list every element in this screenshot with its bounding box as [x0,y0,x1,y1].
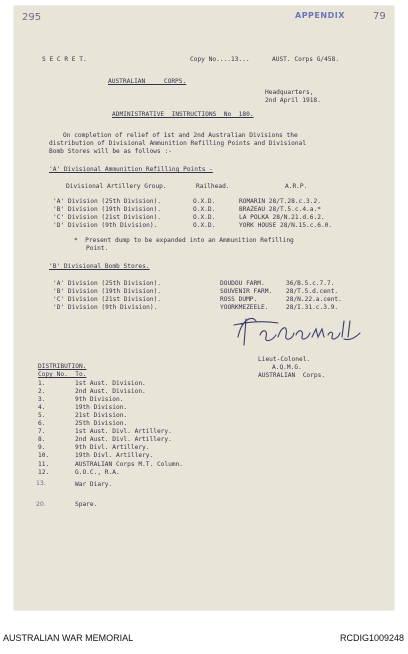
headquarters-line: Headquarters, [265,89,314,96]
column-header-group: Divisional Artillery Group. [66,183,167,190]
table-cell: 28/T.5.d.cent. [286,288,339,295]
section-a-heading: 'A' Divisional Ammunition Refilling Points - [49,166,213,173]
list-item-number: 1. [38,380,46,387]
table-cell: 'B' Division (19th Division). [53,206,162,213]
list-item: Spare. [75,501,98,508]
list-item-number: 2. [38,388,46,395]
list-item: 1st Aust. Divl. Artillery. [75,428,172,435]
document-date: 2nd April 1918. [265,97,321,104]
list-item-number: 4. [38,404,46,411]
footnote: Point. [86,245,109,252]
section-b-heading: 'B' Divisional Bomb Stores. [49,263,150,270]
intro-line: On completion of relief of 1st and 2nd Australian Divisions the [63,132,298,139]
list-item-number: 10. [38,452,50,459]
list-item: 19th Division. [75,404,128,411]
list-item-number: 8. [38,436,46,443]
footnote: * Present dump to be expanded into an Ammunition Refilling [74,237,294,244]
list-item: G.O.C., R.A. [75,469,120,476]
table-cell: 'B' Division (19th Division). [53,288,162,295]
table-cell: 'A' Division (25th Division). [53,280,162,287]
classification-label: S E C R E T. [42,56,87,63]
table-cell: 28/N.22.a.cent. [286,296,342,303]
signatory-post: A.Q.M.G. [272,364,302,371]
list-item: 25th Division. [75,420,128,427]
archive-name: AUSTRALIAN WAR MEMORIAL [3,633,134,643]
list-item-number: 20. [36,501,46,508]
column-header-railhead: Railhead. [196,183,230,190]
table-cell: 36/B.5.c.7.7. [286,280,335,287]
list-item-number: 5. [38,412,46,419]
list-item-number: 3. [38,396,46,403]
distribution-subheading: Copy No. To. [38,371,87,378]
folio-number: 295 [22,12,42,23]
table-cell: O.X.D. [193,206,216,213]
list-item-number: 13. [36,480,46,487]
reference-number: AUST. Corps G/458. [272,56,340,63]
list-item-number: 7. [38,428,46,435]
list-item: 19th Divl. Artillery. [75,452,154,459]
organisation-title: AUSTRALIAN CORPS. [108,78,187,85]
signatory-rank: Lieut-Colonel. [258,356,311,363]
table-cell: DOUDOU FARM. [220,280,265,287]
archive-reference: RCDIG1009248 [339,633,404,643]
list-item: War Diary. [75,481,113,488]
page-number: 79 [373,11,386,22]
copy-number: Copy No....13... [190,56,250,63]
table-cell: SOUVENIR FARM. [220,288,273,295]
table-cell: 'D' Division (9th Division). [53,222,158,229]
table-cell: ROMARIN 28/T.28.c.3.2. [239,198,321,205]
appendix-stamp: APPENDIX [295,11,345,20]
table-cell: 'D' Division (9th Division). [53,304,158,311]
table-cell: YOORKMEZEELE. [220,304,269,311]
document-title: ADMINISTRATIVE INSTRUCTIONS No 180. [112,111,254,118]
handwritten-signature [232,311,362,351]
table-cell: ROSS DUMP. [220,296,258,303]
list-item-number: 11. [38,461,50,468]
column-header-arp: A.R.P. [285,183,308,190]
distribution-heading: DISTRIBUTION. [38,363,87,370]
list-item: 1st Aust. Division. [75,380,146,387]
table-cell: 'C' Division (21st Division). [53,296,162,303]
list-item-number: 9. [38,444,46,451]
list-item-number: 6. [38,420,46,427]
table-cell: 28/I.31.c.3.9. [286,304,339,311]
table-cell: 'C' Division (21st Division). [53,214,162,221]
table-cell: LA POLKA 28/N.21.d.6.2. [239,214,325,221]
list-item: 9th Division. [75,396,124,403]
list-item: 2nd Aust. Divl. Artillery. [75,436,172,443]
intro-line: Bomb Stores will be as follows :- [49,148,172,155]
table-cell: BRAZEAU 28/T.5.c.4.a.* [239,206,321,213]
intro-line: distribution of Divisional Ammunition Refilling Points and Divisional [49,140,307,147]
table-cell: O.X.D. [193,214,216,221]
signatory-unit: AUSTRALIAN Corps. [258,372,326,379]
list-item-number: 12. [38,469,50,476]
table-cell: O.X.D. [193,198,216,205]
list-item: 2nd Aust. Division. [75,388,146,395]
table-cell: O.X.D. [193,222,216,229]
table-cell: 'A' Division (25th Division). [53,198,162,205]
list-item: 9th Divl. Artillery. [75,444,150,451]
list-item: AUSTRALIAN Corps M.T. Column. [75,461,184,468]
list-item: 21st Division. [75,412,128,419]
table-cell: YORK HOUSE 28/N.15.c.6.0. [239,222,333,229]
